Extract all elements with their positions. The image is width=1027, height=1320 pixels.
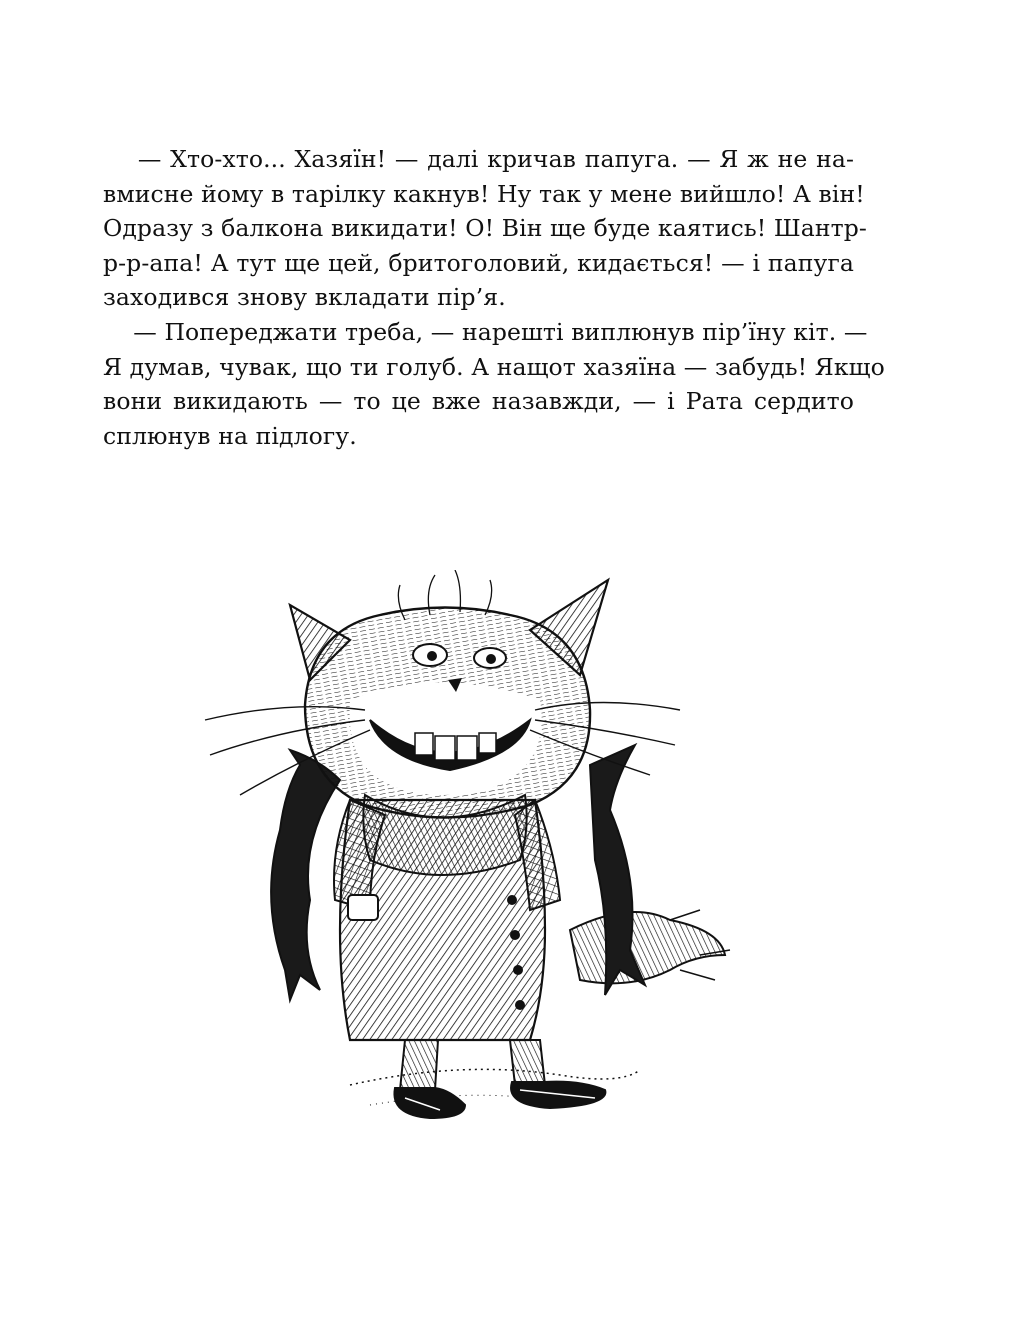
grinning-cat-icon [200,570,740,1150]
text-line: Я думав, чувак, що ти голуб. А нащот хазяїна — забудь! Якщо [103,352,885,381]
text-line: вмисне йому в тарілку какнув! Ну так у мене вийшло! А він! [103,179,865,208]
text-line: заходився знову вкладати пір’я. [103,283,506,312]
cat-illustration [200,570,740,1150]
text-line: Одразу з балкона викидати! О! Він ще буде каятись! Шантр- [103,214,867,243]
text-line: — Хто-хто... Хазяїн! — далі кричав папуга. — Я ж не на- [103,145,854,173]
text-line: сплюнув на підлогу. [103,421,357,450]
text-line: вони викидають — то це вже назавжди, — і Рата сердито [103,387,854,416]
text-line: — Попереджати треба, — нарешті виплюнув пір’їну кіт. — [103,317,868,346]
paragraph-1 [103,142,867,315]
paragraph-2 [103,315,885,453]
text-block [103,142,885,453]
text-line: р-р-апа! А тут ще цей, бритоголовий, кидається! — і папуга [103,248,854,277]
